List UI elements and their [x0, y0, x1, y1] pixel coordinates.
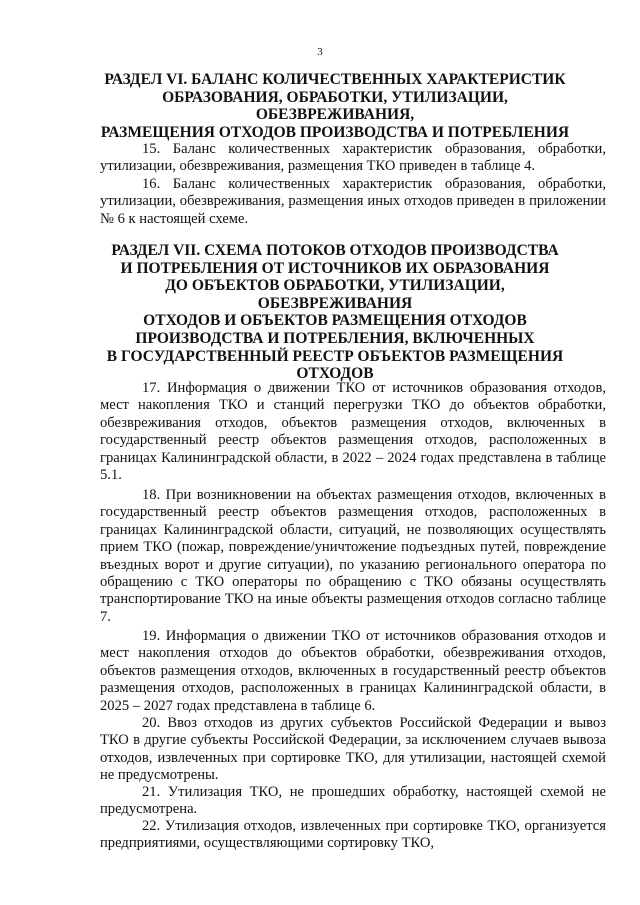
paragraph-20: 20. Ввоз отходов из других субъектов Российской Федерации и вывоз ТКО в другие субъекты Российской Федерации, за исключением случаев вывоза отходов, извлеченных при сортировке ТКО, для утилизации, настоящей схемой не предусмотрены.: [100, 715, 606, 784]
section-6-heading: РАЗДЕЛ VI. БАЛАНС КОЛИЧЕСТВЕННЫХ ХАРАКТЕРИСТИК ОБРАЗОВАНИЯ, ОБРАБОТКИ, УТИЛИЗАЦИИ, ОБЕЗВРЕЖИВАНИЯ, РАЗМЕЩЕНИЯ ОТХОДОВ ПРОИЗВОДСТВА И ПОТРЕБЛЕНИЯ: [100, 71, 570, 141]
paragraph-21: 21. Утилизация ТКО, не прошедших обработку, настоящей схемой не предусмотрена.: [100, 784, 606, 818]
section-7-heading: РАЗДЕЛ VII. СХЕМА ПОТОКОВ ОТХОДОВ ПРОИЗВОДСТВА И ПОТРЕБЛЕНИЯ ОТ ИСТОЧНИКОВ ИХ ОБРАЗОВАНИЯ ДО ОБЪЕКТОВ ОБРАБОТКИ, УТИЛИЗАЦИИ, ОБЕЗВРЕЖИВАНИЯ ОТХОДОВ И ОБЪЕКТОВ РАЗМЕЩЕНИЯ ОТХОДОВ ПРОИЗВОДСТВА И ПОТРЕБЛЕНИЯ, ВКЛЮЧЕННЫХ В ГОСУДАРСТВЕННЫЙ РЕЕСТР ОБЪЕКТОВ РАЗМЕЩЕНИЯ ОТХОДОВ: [106, 242, 564, 383]
paragraph-17: 17. Информация о движении ТКО от источников образования отходов, мест накопления ТКО и станций перегрузки ТКО до объектов обработки, обезвреживания отходов, объектов размещения отходов, включенных в государственный реестр объектов размещения отходов, расположенных в границах Калининградской области, в 2022 – 2024 годах представлена в таблице 5.1.: [100, 380, 606, 484]
paragraph-15: 15. Баланс количественных характеристик образования, обработки, утилизации, обезвреживания, размещения ТКО приведен в таблице 4.: [100, 141, 606, 175]
paragraph-19: 19. Информация о движении ТКО от источников образования отходов и мест накопления отходов до объектов обработки, обезвреживания отходов, объектов размещения отходов, включенных в государственный реестр объектов размещения отходов, расположенных в границах Калининградской области, в 2025 – 2027 годах представлена в таблице 6.: [100, 628, 606, 714]
paragraph-18: 18. При возникновении на объектах размещения отходов, включенных в государственный реестр объектов размещения отходов, расположенных в границах Калининградской области, ситуаций, не позволяющих осуществлять прием ТКО (пожар, повреждение/уничтожение подъездных путей, повреждение въездных ворот и другие ситуации), по указанию регионального оператора по обращению с ТКО операторы по обращению с ТКО обязаны осуществлять транспортирование ТКО на иные объекты размещения отходов согласно таблице 7.: [100, 487, 606, 625]
paragraph-16: 16. Баланс количественных характеристик образования, обработки, утилизации, обезвреживания, размещения иных отходов приведен в приложении № 6 к настоящей схеме.: [100, 176, 606, 227]
page-number: 3: [317, 46, 323, 58]
paragraph-22: 22. Утилизация отходов, извлеченных при сортировке ТКО, организуется предприятиями, осуществляющими сортировку ТКО,: [100, 818, 606, 852]
